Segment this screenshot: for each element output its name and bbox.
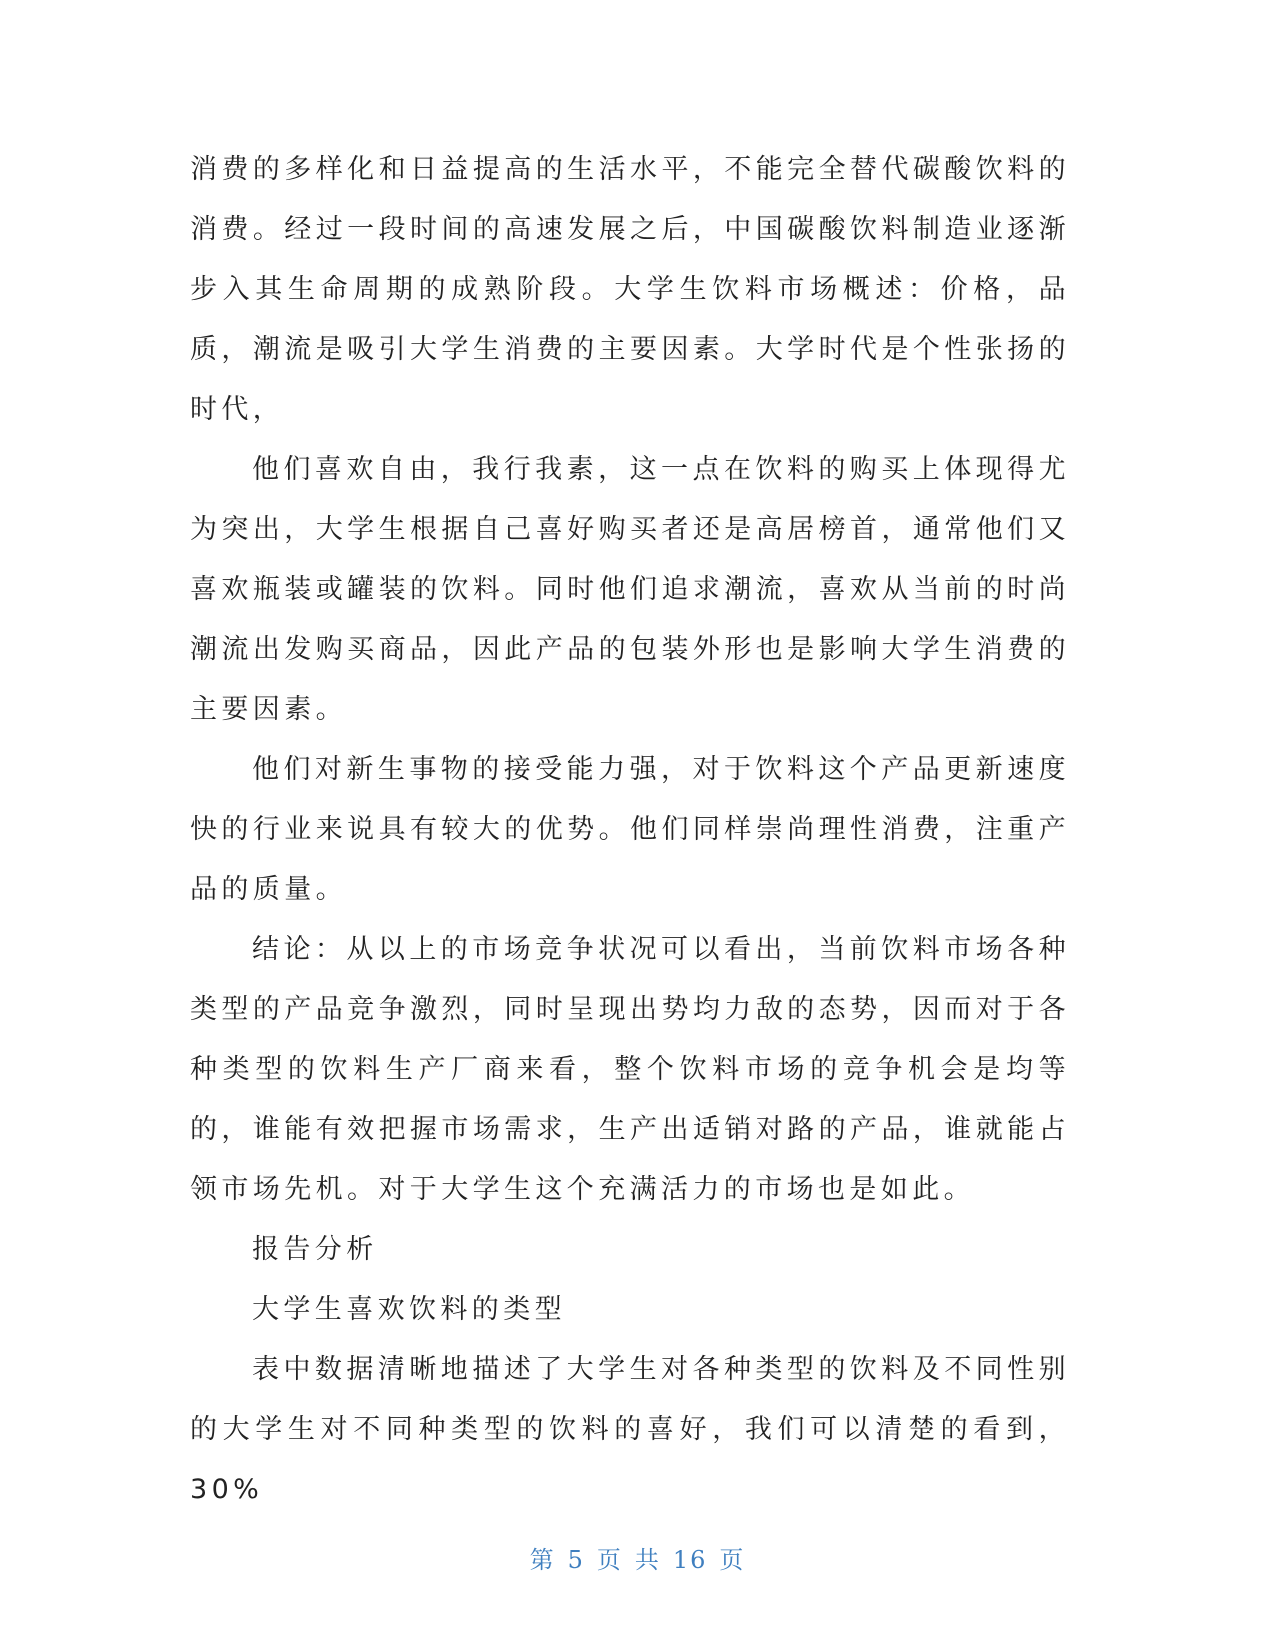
page-number-footer [0,1540,1275,1575]
paragraph-1: 消费的多样化和日益提高的生活水平，不能完全替代碳酸饮料的消费。经过一段时间的高速发展之后，中国碳酸饮料制造业逐渐步入其生命周期的成熟阶段。大学生饮料市场概述：价格，品质，潮流是吸引大学生消费的主要因素。大学时代是个性张扬的时代， [190,154,1070,425]
footer-suffix: 页 [719,1546,746,1574]
paragraph-3: 他们对新生事物的接受能力强，对于饮料这个产品更新速度快的行业来说具有较大的优势。他们同样崇尚理性消费，注重产品的质量。 [190,754,1070,905]
footer-prefix: 第 [529,1546,556,1574]
footer-total-pages: 16 [672,1546,708,1574]
footer-page-label: 页 [596,1546,623,1574]
section-heading-report-analysis: 报告分析 [252,1234,378,1265]
document-body [190,140,1070,1520]
paragraph-2: 他们喜欢自由，我行我素，这一点在饮料的购买上体现得尤为突出，大学生根据自己喜好购买者还是高居榜首，通常他们又喜欢瓶装或罐装的饮料。同时他们追求潮流，喜欢从当前的时尚潮流出发购买商品，因此产品的包装外形也是影响大学生消费的主要因素。 [190,454,1070,725]
footer-current-page: 5 [567,1546,585,1574]
subsection-heading-drink-types: 大学生喜欢饮料的类型 [252,1294,566,1325]
footer-total-label: 共 [634,1546,661,1574]
paragraph-5: 表中数据清晰地描述了大学生对各种类型的饮料及不同性别的大学生对不同种类型的饮料的喜好，我们可以清楚的看到，30% [190,1354,1070,1505]
paragraph-4-conclusion: 结论：从以上的市场竞争状况可以看出，当前饮料市场各种类型的产品竞争激烈，同时呈现出势均力敌的态势，因而对于各种类型的饮料生产厂商来看，整个饮料市场的竞争机会是均等的，谁能有效把握市场需求，生产出适销对路的产品，谁就能占领市场先机。对于大学生这个充满活力的市场也是如此。 [190,934,1070,1205]
